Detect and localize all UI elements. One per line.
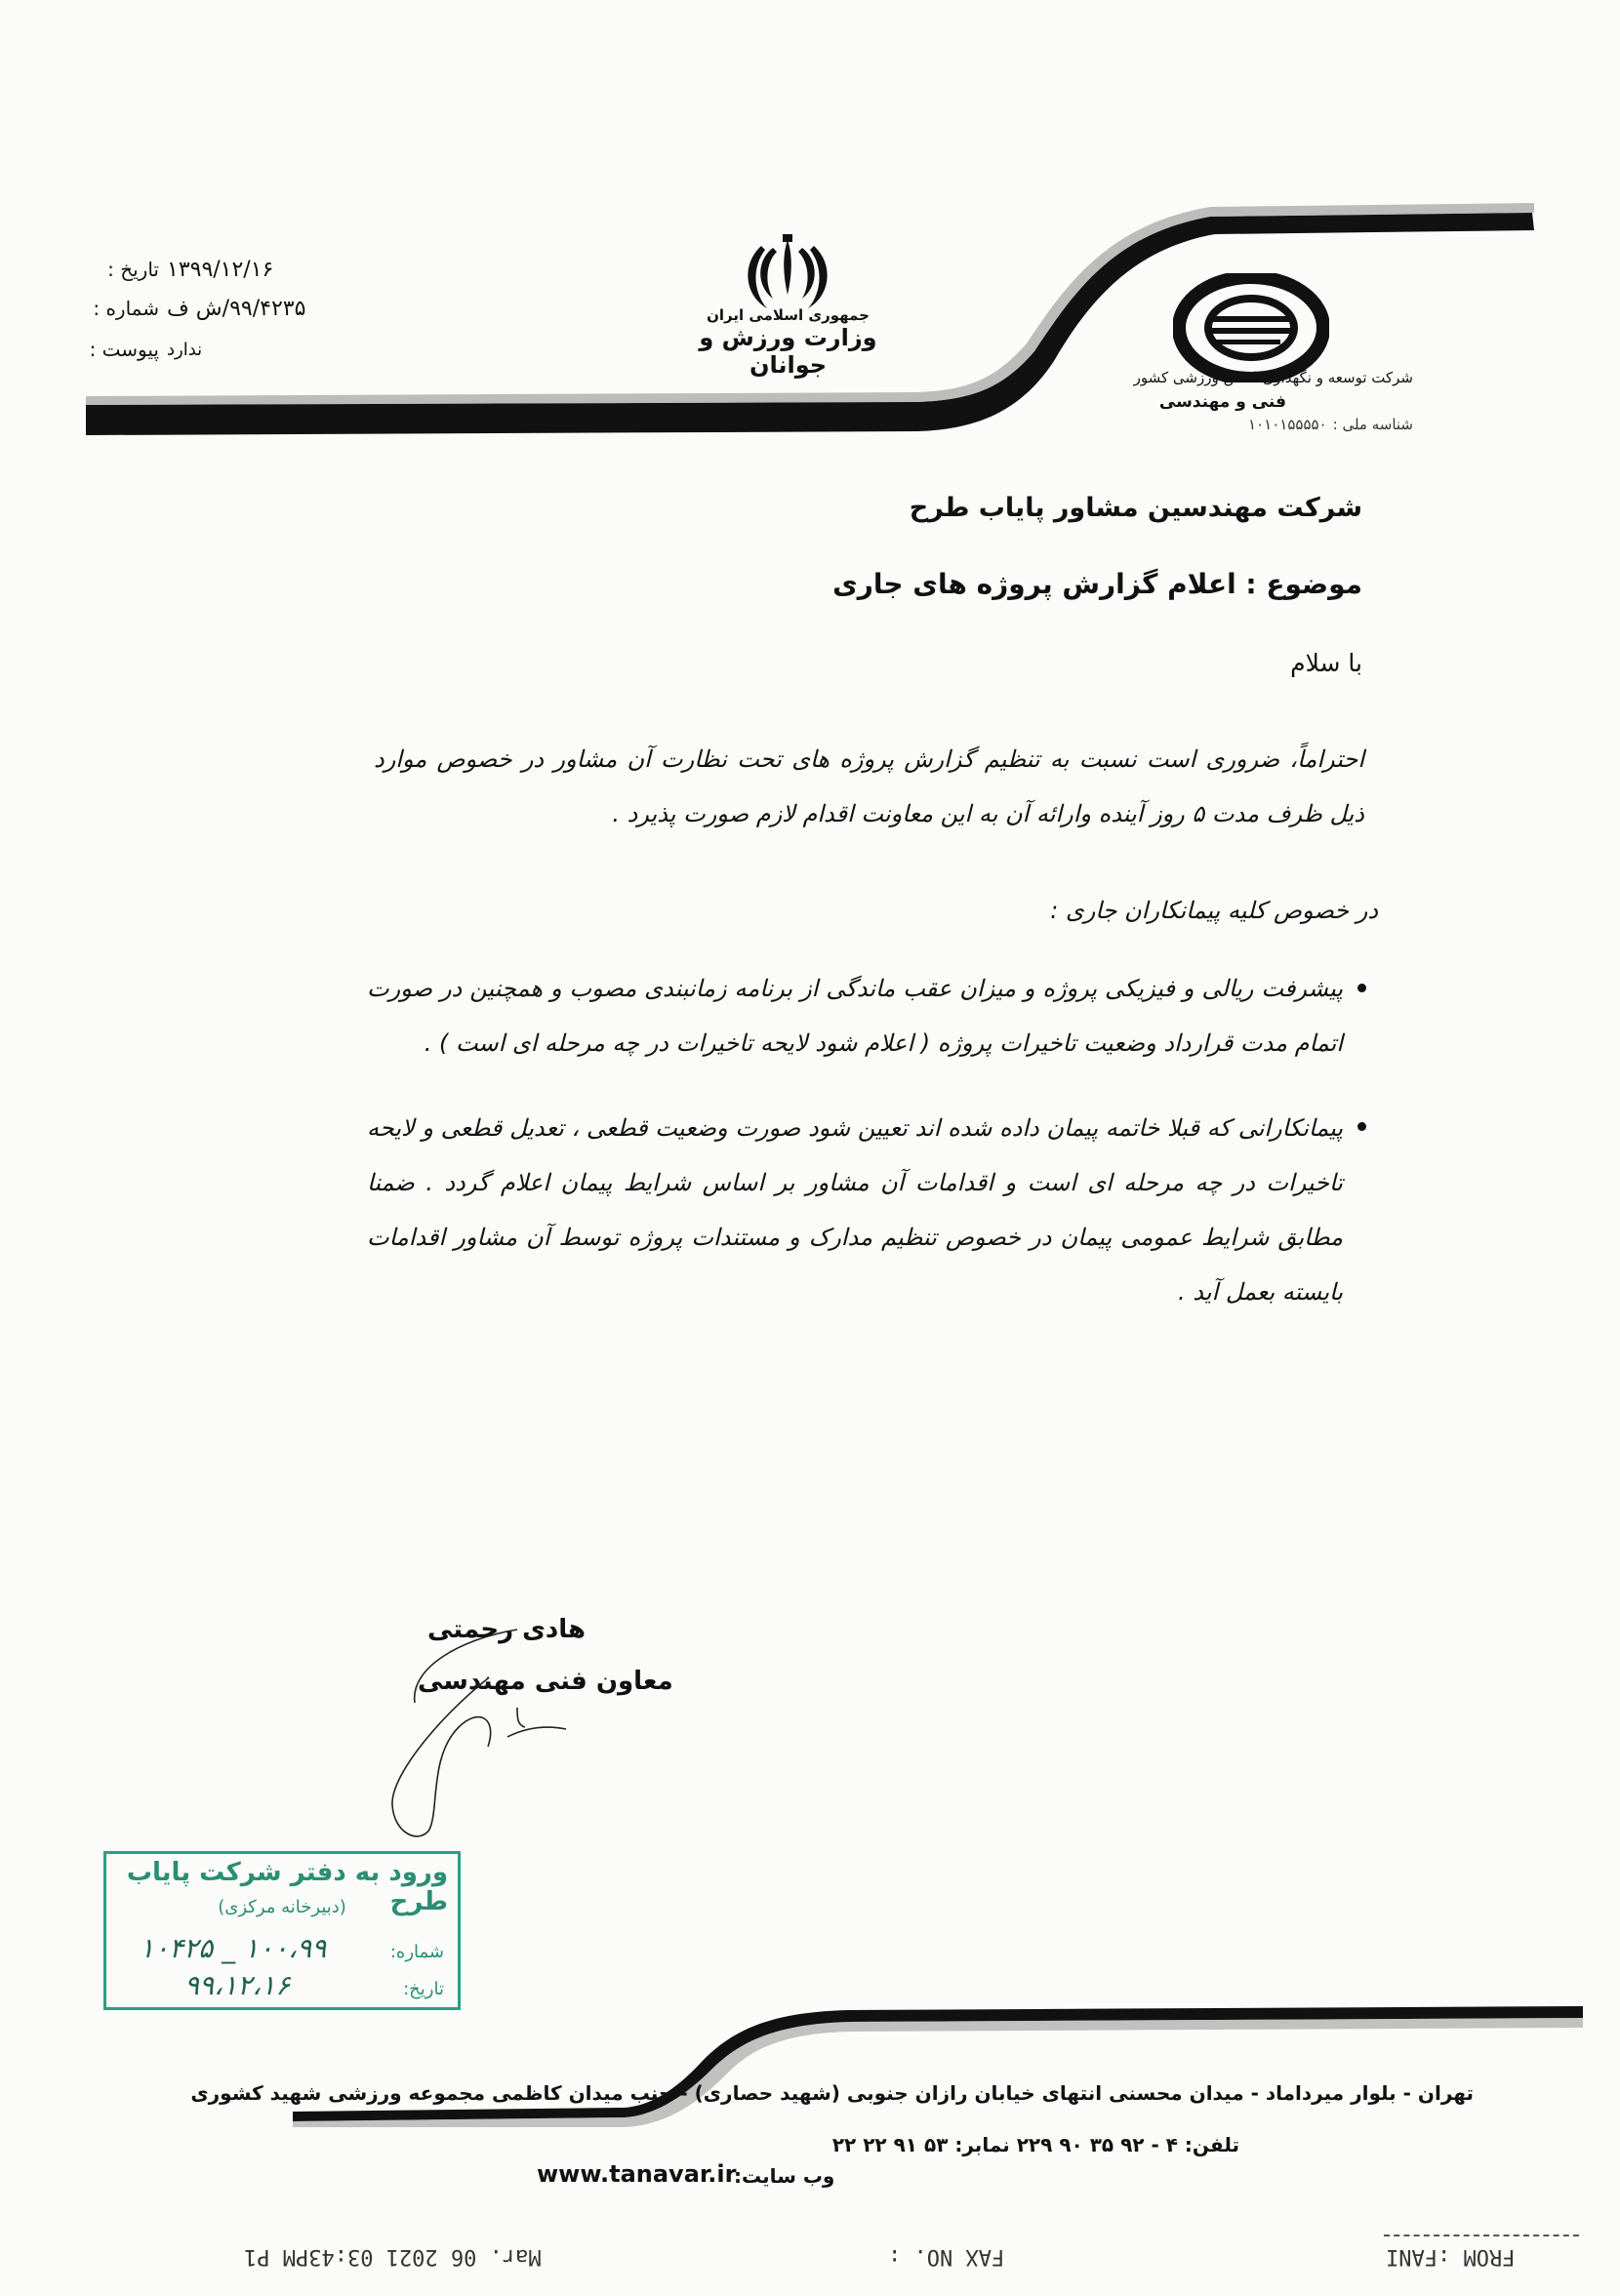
attachment-row <box>83 332 376 367</box>
bullet-dot <box>1357 1122 1366 1131</box>
intro-paragraph: احتراماً، ضروری است نسبت به تنظیم گزارش پروژه های تحت نظارت آن مشاور در خصوص موارد ذیل ظرف مدت ۵ روز آینده وارائه آن به این معاونت اقدام لازم صورت پذیرد . <box>374 745 1364 827</box>
handwritten-signature <box>371 1610 625 1854</box>
date-value: ۱۳۹۹/۱۲/۱۶ <box>167 257 274 282</box>
iran-emblem-icon <box>744 234 831 314</box>
bullet-item: پیمانکارانی که قبلا خاتمه پیمان داده شده اند تعیین شود صورت وضعیت قطعی ، تعدیل قطعی و لایحه تاخیرات در چه مرحله ای است و اقدامات آن مشاور بر اساس شرایط پیمان اعلام گردد . ضمنا مطابق شرایط عمومی پیمان در خصوص تنظیم مدارک و مستندات پروژه توسط آن مشاور اقدامات بایسته بعمل آید . <box>367 1114 1343 1306</box>
scope-line: در خصوص کلیه پیمانکاران جاری : <box>1050 897 1378 924</box>
national-id-row <box>1023 416 1413 433</box>
number-value: ۹۹/۴۲۳۵/ش ف <box>167 296 306 321</box>
stamp-date-label: تاریخ: <box>403 1979 444 1999</box>
organization-department: فنی و مهندسی <box>1158 392 1286 412</box>
republic-title: جمهوری اسلامی ایران <box>707 306 870 324</box>
footer-phone: تلفن: ۴ - ۹۲ ۳۵ ۹۰ ۲۲۹ نمابر: ۵۳ ۹۱ ۲۲ ۲۲ <box>831 2133 1239 2156</box>
fax-timestamp: Mar. 06 2021 03:43PM P1 <box>244 2244 542 2269</box>
attachment-value: ندارد <box>167 339 203 360</box>
date-label: تاریخ : <box>107 258 159 281</box>
recipient: شرکت مهندسین مشاور پایاب طرح <box>909 493 1362 523</box>
ministry-header <box>683 306 893 379</box>
bullet-dot <box>1357 984 1366 992</box>
date-row <box>83 252 376 287</box>
stamp-number-label: شماره: <box>389 1942 444 1962</box>
footer-website-label: وب سایت: <box>734 2164 835 2188</box>
organization-block <box>1023 369 1413 433</box>
national-id-label: شناسه ملی : <box>1332 416 1413 433</box>
subject: موضوع : اعلام گزارش پروژه های جاری <box>832 568 1362 600</box>
footer-address: تهران - بلوار میرداماد - میدان محسنی انتهای خیابان رازان جنوبی (شهید حصاری) - جنب میدان کاظمی مجموعه ورزشی شهید کشوری <box>190 2081 1474 2105</box>
fax-number: FAX NO. : <box>888 2244 1005 2269</box>
number-row <box>83 291 376 326</box>
stamp-number-value: ۱۰۰،۹۹ _ ۱۰۴۲۵ <box>140 1932 327 1964</box>
greeting: با سلام <box>1290 649 1362 677</box>
fax-from: FROM :FANI <box>1386 2244 1516 2269</box>
number-label: شماره : <box>93 297 159 320</box>
national-id-value: ۱۰۱۰۱۵۵۵۵۰ <box>1248 416 1327 433</box>
footer-website[interactable]: www.tanavar.ir <box>537 2160 737 2188</box>
signatory-title: معاون فنی مهندسی <box>418 1667 673 1696</box>
fax-divider <box>1384 2235 1579 2236</box>
stamp-subtitle: (دبیرخانه مرکزی) <box>218 1897 346 1917</box>
ministry-name: وزارت ورزش و جوانان <box>699 324 877 379</box>
organization-name: شرکت توسعه و نگهداری اماکن ورزشی کشور <box>1133 369 1413 386</box>
organization-logo-icon <box>1173 273 1329 383</box>
stamp-date-value: ۹۹،۱۲،۱۶ <box>184 1969 291 2001</box>
receipt-stamp <box>103 1851 461 2010</box>
stamp-title: ورود به دفتر شرکت پایاب طرح <box>126 1858 448 1916</box>
attachment-label: پیوست : <box>89 338 159 361</box>
signatory-name: هادی رحمتی <box>427 1615 587 1644</box>
bullet-item: پیشرفت ریالی و فیزیکی پروژه و میزان عقب ماندگی از برنامه زمانبندی مصوب و همچنین در صورت اتمام مدت قرارداد وضعیت تاخیرات پروژه ( اعلام شود لایحه تاخیرات در چه مرحله ای است ) . <box>367 975 1343 1057</box>
